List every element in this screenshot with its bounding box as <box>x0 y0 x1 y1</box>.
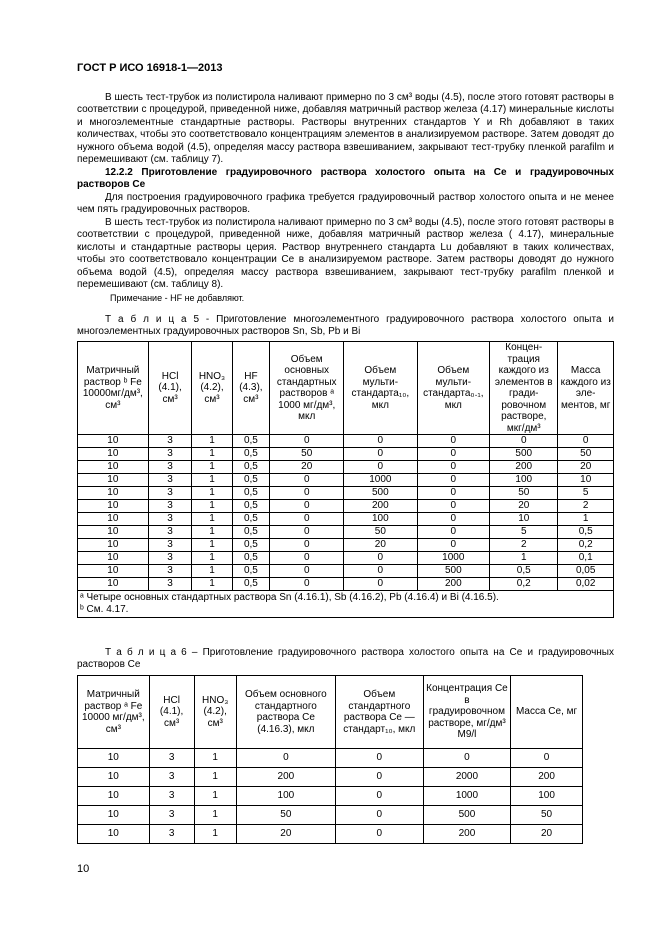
document-header: ГОСТ Р ИСО 16918-1—2013 <box>77 62 223 74</box>
table-cell: 200 <box>490 461 558 474</box>
table-cell: 3 <box>148 435 192 448</box>
table-cell: 1 <box>192 500 232 513</box>
table-cell: 0 <box>236 749 335 768</box>
table-cell: 1 <box>192 513 232 526</box>
table-cell: 3 <box>148 474 192 487</box>
table-cell: 0,5 <box>232 552 270 565</box>
table-cell: 0,2 <box>558 539 614 552</box>
table-cell: 50 <box>236 806 335 825</box>
table-cell: 3 <box>148 513 192 526</box>
table-cell: 3 <box>148 448 192 461</box>
paragraph-3: В шесть тест-трубок из полистирола наливают примерно по 3 см³ воды (4.5), после этого готовят растворы в соответствии с процедурой, приведенной ниже, добавляя матричный раствор железа ( 4.17), минеральные кислоты и стандартные растворы церия. Раствор внутреннего стандарта Lu добавляют в таких количествах, чтобы это соответствовало концентрации Ce в анализируемом растворе. Затем растворы доводят до нужного объема водой (4.5), определяя массу раствора взвешиванием, закрывают тест-трубку parafilm пленкой и перемешивают (см. таблицу 8). <box>77 217 614 291</box>
table-cell: 50 <box>344 526 417 539</box>
table-cell: 0 <box>417 487 490 500</box>
table6-header-cell: Концентрация Ce в градуировочном растворе, мг/дм³ М9/l <box>423 676 510 749</box>
table-cell: 2 <box>558 500 614 513</box>
table-cell: 0 <box>344 461 417 474</box>
table5-header-cell: Матричный раствор ᵇ Fe 10000мг/дм³, см³ <box>78 342 149 435</box>
table-cell: 3 <box>149 749 194 768</box>
table-cell: 3 <box>149 787 194 806</box>
table-cell: 0,5 <box>558 526 614 539</box>
table5-footnote-b: ᵇ См. 4.17. <box>80 604 129 615</box>
table-cell: 0,5 <box>232 513 270 526</box>
table-row <box>78 500 614 513</box>
table-cell: 10 <box>78 513 149 526</box>
table-cell: 0 <box>270 565 344 578</box>
table-cell: 100 <box>490 474 558 487</box>
table-row <box>78 749 583 768</box>
table-cell: 0,2 <box>490 578 558 591</box>
table-cell: 1 <box>192 552 232 565</box>
table-cell: 20 <box>344 539 417 552</box>
table-6 <box>77 675 583 844</box>
table-cell: 0,5 <box>232 539 270 552</box>
table-cell: 3 <box>148 500 192 513</box>
table-cell: 5 <box>558 487 614 500</box>
table-cell: 0 <box>511 749 583 768</box>
table-cell: 200 <box>236 768 335 787</box>
table-cell: 0 <box>417 448 490 461</box>
table-row <box>78 578 614 591</box>
table-cell: 10 <box>78 749 150 768</box>
table-cell: 100 <box>511 787 583 806</box>
table-row <box>78 787 583 806</box>
page-number: 10 <box>77 863 90 875</box>
table5-header-row <box>78 342 614 435</box>
table6-header-cell: Масса Ce, мг <box>511 676 583 749</box>
table-cell: 1 <box>192 565 232 578</box>
table-row <box>78 526 614 539</box>
section-heading: 12.2.2 Приготовление градуировочного раствора холостого опыта на Ce и градуировочных растворов Ce <box>77 167 614 191</box>
table-cell: 0 <box>335 768 423 787</box>
table-row <box>78 474 614 487</box>
table-cell: 0 <box>335 787 423 806</box>
table-cell: 1 <box>192 526 232 539</box>
table-cell: 0,5 <box>232 500 270 513</box>
table6-header-cell: HNO₃ (4.2), см³ <box>194 676 236 749</box>
table-cell: 0 <box>417 500 490 513</box>
table-row <box>78 565 614 578</box>
table-row <box>78 461 614 474</box>
table-cell: 200 <box>511 768 583 787</box>
paragraph-2: Для построения градуировочного графика требуется градуировочный раствор холостого опыта и не менее чем пять градуировочных растворов. <box>77 192 614 216</box>
table-cell: 1 <box>490 552 558 565</box>
table-cell: 1 <box>194 806 236 825</box>
table5-footnotes <box>78 591 614 618</box>
table-cell: 0 <box>270 487 344 500</box>
table-cell: 0 <box>344 552 417 565</box>
table-cell: 10 <box>78 825 150 844</box>
table-cell: 0,5 <box>232 578 270 591</box>
table-row <box>78 435 614 448</box>
table-cell: 10 <box>78 565 149 578</box>
table-cell: 3 <box>148 539 192 552</box>
table-cell: 0 <box>270 539 344 552</box>
table-cell: 50 <box>511 806 583 825</box>
table-cell: 1 <box>194 787 236 806</box>
table-row <box>78 806 583 825</box>
table-cell: 0 <box>417 461 490 474</box>
table-cell: 0 <box>417 526 490 539</box>
table-cell: 0,5 <box>490 565 558 578</box>
table-cell: 3 <box>148 552 192 565</box>
table-row <box>78 825 583 844</box>
table-cell: 10 <box>78 435 149 448</box>
table-cell: 500 <box>417 565 490 578</box>
table-cell: 200 <box>344 500 417 513</box>
table-cell: 0 <box>344 448 417 461</box>
table-cell: 10 <box>78 768 150 787</box>
table5-header-cell: Объем мульти-стандарта₀.₁, мкл <box>417 342 490 435</box>
table-cell: 20 <box>490 500 558 513</box>
table-cell: 1 <box>192 448 232 461</box>
table-cell: 0,5 <box>232 435 270 448</box>
table5-header-cell: HNO₃ (4.2), см³ <box>192 342 232 435</box>
table-cell: 0,5 <box>232 565 270 578</box>
table-cell: 0 <box>417 539 490 552</box>
table-row <box>78 513 614 526</box>
table5-header-cell: Концен-трация каждого из элементов в гради-ровочном растворе, мкг/дм³ <box>490 342 558 435</box>
table-cell: 1 <box>192 474 232 487</box>
table-cell: 20 <box>511 825 583 844</box>
table-cell: 10 <box>78 500 149 513</box>
table-cell: 3 <box>149 825 194 844</box>
table6-header-cell: Объем стандартного раствора Ce — стандарт₁₀, мкл <box>335 676 423 749</box>
table-row <box>78 768 583 787</box>
table-cell: 10 <box>78 539 149 552</box>
table-cell: 1 <box>192 578 232 591</box>
table-cell: 10 <box>78 474 149 487</box>
table-cell: 10 <box>78 787 150 806</box>
table-cell: 100 <box>236 787 335 806</box>
table-cell: 1 <box>192 461 232 474</box>
table-cell: 1000 <box>344 474 417 487</box>
table5-footnote-a: ᵃ Четыре основных стандартных раствора Sn (4.16.1), Sb (4.16.2), Pb (4.16.4) и Bi (4.16.5). <box>80 592 499 603</box>
paragraph-1: В шесть тест-трубок из полистирола наливают примерно по 3 см³ воды (4.5), после этого готовят растворы в соответствии с процедурой, приведенной ниже, добавляя матричный раствор железа (4.17) минеральные кислоты и многоэлементные стандартные растворы. Растворы внутренних стандартов Y и Rh добавляют в таких количествах, чтобы это соответствовало концентрациям элементов в анализируемом растворе. Затем доводят до нужного объема водой (4.5), определяя массу раствора взвешиванием, закрывают тест-трубку пленкой parafilm и перемешивают (см. таблицу 7). <box>77 92 614 166</box>
table-5 <box>77 341 614 618</box>
table-cell: 0 <box>344 565 417 578</box>
table6-caption: Т а б л и ц а 6 – Приготовление градуировочного раствора холостого опыта на Ce и градуировочных растворов Ce <box>77 647 614 671</box>
table-cell: 500 <box>423 806 510 825</box>
table-cell: 3 <box>148 578 192 591</box>
table-cell: 3 <box>148 565 192 578</box>
table-cell: 0 <box>335 806 423 825</box>
table-cell: 0 <box>558 435 614 448</box>
table5-caption: Т а б л и ц а 5 - Приготовление многоэлементного градуировочного раствора холостого опыта и многоэлементных градуировочных растворов Sn, Sb, Pb и Bi <box>77 314 614 338</box>
table-cell: 1 <box>192 539 232 552</box>
table-cell: 1 <box>194 768 236 787</box>
table-cell: 0,02 <box>558 578 614 591</box>
table-cell: 5 <box>490 526 558 539</box>
table-cell: 3 <box>148 487 192 500</box>
table-cell: 0 <box>270 513 344 526</box>
table-cell: 3 <box>149 806 194 825</box>
table-cell: 0 <box>417 435 490 448</box>
table-cell: 3 <box>149 768 194 787</box>
table-row <box>78 448 614 461</box>
table-cell: 20 <box>270 461 344 474</box>
table-cell: 2000 <box>423 768 510 787</box>
table-cell: 0 <box>270 474 344 487</box>
table-cell: 20 <box>558 461 614 474</box>
table-cell: 500 <box>490 448 558 461</box>
table-cell: 0 <box>270 526 344 539</box>
table-cell: 0,5 <box>232 487 270 500</box>
table-cell: 0,5 <box>232 474 270 487</box>
table-cell: 2 <box>490 539 558 552</box>
table-cell: 200 <box>423 825 510 844</box>
table-cell: 0 <box>423 749 510 768</box>
table-cell: 10 <box>78 487 149 500</box>
table-cell: 1000 <box>423 787 510 806</box>
table6-header-cell: Матричный раствор ᵃ Fe 10000 мг/дм³, см³ <box>78 676 150 749</box>
table-cell: 0 <box>417 474 490 487</box>
table-cell: 0 <box>270 435 344 448</box>
table-cell: 0 <box>335 749 423 768</box>
table-cell: 0 <box>344 435 417 448</box>
table-cell: 0 <box>270 552 344 565</box>
table-row <box>78 487 614 500</box>
table5-header-cell: HF (4.3), см³ <box>232 342 270 435</box>
table-cell: 0,5 <box>232 526 270 539</box>
table-cell: 3 <box>148 461 192 474</box>
table6-header-row <box>78 676 583 749</box>
table6-header-cell: HCl (4.1), см³ <box>149 676 194 749</box>
table-cell: 0,5 <box>232 448 270 461</box>
table-cell: 1 <box>194 825 236 844</box>
table-cell: 100 <box>344 513 417 526</box>
table-cell: 0,05 <box>558 565 614 578</box>
table-cell: 3 <box>148 526 192 539</box>
table-cell: 0 <box>270 500 344 513</box>
table-cell: 50 <box>558 448 614 461</box>
table5-header-cell: Объем основных стандартных растворов ᵃ 1000 мг/дм³, мкл <box>270 342 344 435</box>
table-row <box>78 539 614 552</box>
table-cell: 10 <box>558 474 614 487</box>
table-cell: 0 <box>344 578 417 591</box>
table-cell: 0,5 <box>232 461 270 474</box>
table-cell: 20 <box>236 825 335 844</box>
table-cell: 1 <box>194 749 236 768</box>
table-cell: 10 <box>78 526 149 539</box>
table6-header-cell: Объем основного стандартного раствора Ce (4.16.3), мкл <box>236 676 335 749</box>
table5-header-cell: HCl (4.1), см³ <box>148 342 192 435</box>
note: Примечание - HF не добавляют. <box>110 293 245 303</box>
table-row <box>78 552 614 565</box>
table-cell: 10 <box>78 552 149 565</box>
table-cell: 1 <box>558 513 614 526</box>
table-cell: 50 <box>490 487 558 500</box>
table-cell: 200 <box>417 578 490 591</box>
table-cell: 1000 <box>417 552 490 565</box>
table-cell: 10 <box>78 448 149 461</box>
table-cell: 10 <box>78 578 149 591</box>
table-cell: 0 <box>335 825 423 844</box>
table-cell: 1 <box>192 435 232 448</box>
table-cell: 10 <box>78 461 149 474</box>
table-cell: 500 <box>344 487 417 500</box>
table-cell: 10 <box>78 806 150 825</box>
table-cell: 0 <box>270 578 344 591</box>
table5-header-cell: Объем мульти-стандарта₁₀, мкл <box>344 342 417 435</box>
table-cell: 0 <box>490 435 558 448</box>
table5-header-cell: Масса каждого из эле-ментов, мг <box>558 342 614 435</box>
table-cell: 0,1 <box>558 552 614 565</box>
table-cell: 1 <box>192 487 232 500</box>
table-cell: 0 <box>417 513 490 526</box>
table-cell: 50 <box>270 448 344 461</box>
table-cell: 10 <box>490 513 558 526</box>
